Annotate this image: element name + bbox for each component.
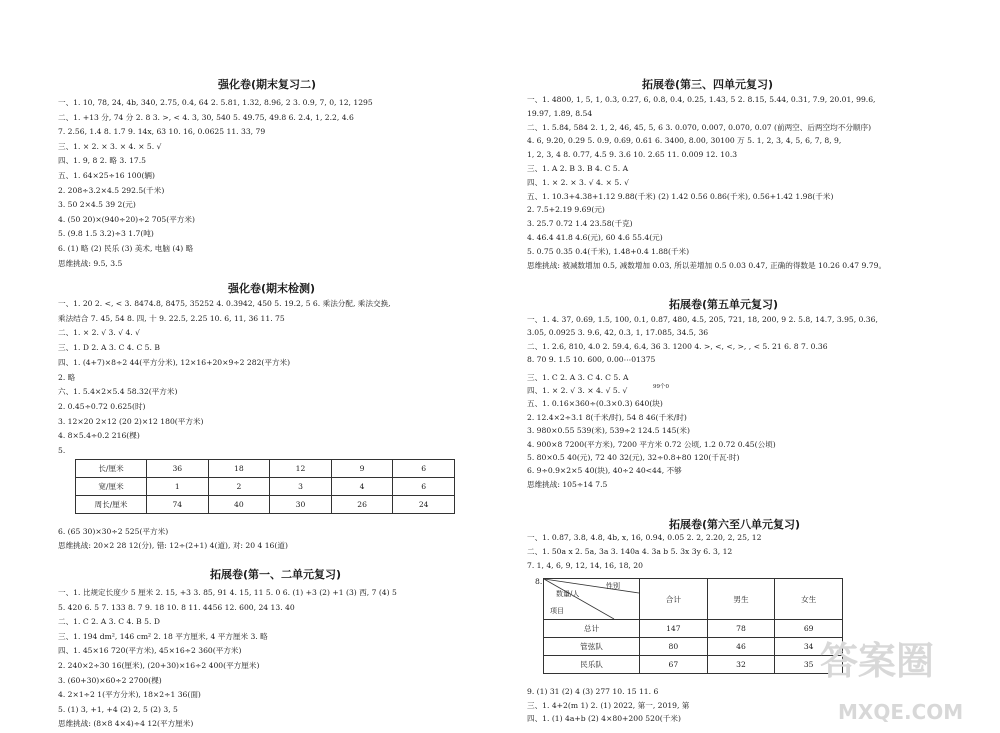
- watermark-url: MXQE.COM: [838, 700, 964, 724]
- answer-line: 4. 900×8 7200(平方米), 7200 平方米 0.72 公顷, 1.2 0.72 0.45(公顷): [527, 439, 776, 449]
- answer-line: 4. (50 20)×(940÷20)÷2 705(平方米): [58, 214, 195, 224]
- answer-line: 5. 420 6. 5 7. 133 8. 7 9. 18 10. 8 11. 4456 12. 600, 24 13. 40: [58, 602, 295, 612]
- table-row: [544, 638, 843, 656]
- table-row: [544, 620, 843, 638]
- watermark-logo: 答案圈: [820, 639, 935, 683]
- answer-line: 4. 2×1÷2 1(平方分米), 18×2÷1 36(面): [58, 690, 201, 700]
- column-header: 女生: [775, 579, 843, 620]
- answer-line: 2. 12.4×2÷3.1 8(千米/时), 54 8 46(千米/时): [527, 412, 687, 422]
- answer-line: 一、1. 0.87, 3.8, 4.8, 4b, x, 16, 0.94, 0.05 2. 2, 2.20, 2, 25, 12: [527, 533, 762, 542]
- answer-line: 3.05, 0.0925 3. 9.6, 42, 0.3, 1, 17.085, 34.5, 36: [527, 328, 709, 338]
- answer-line: 三、1. A 2. B 3. B 4. C 5. A: [527, 164, 629, 173]
- corner-label: 性别: [606, 582, 620, 590]
- answer-line: 四、1. 9, 8 2. 略 3. 17.5: [58, 156, 146, 166]
- row-label: 周长/厘米: [76, 496, 147, 514]
- table-cell: 67: [640, 656, 708, 674]
- answer-line: 五、1. 0.16×360÷(0.3×0.3) 640(块): [527, 399, 663, 409]
- answer-line: 6. (1) 略 (2) 民乐 (3) 美术, 电脑 (4) 略: [58, 244, 194, 253]
- answer-line: 三、1. × 2. × 3. × 4. × 5. √: [58, 141, 162, 151]
- table-cell: 18: [208, 460, 270, 478]
- section-title: 拓展卷(第三、四单元复习): [642, 78, 774, 91]
- answer-line: 乘法结合 7. 45, 54 8. 四, 十 9. 22.5, 2.25 10. 6, 11, 36 11. 75: [58, 313, 285, 323]
- section-title: 拓展卷(第五单元复习): [669, 298, 779, 311]
- answer-line: 六、1. 5.4×2×5.4 58.32(平方米): [58, 387, 178, 397]
- answer-line: 4. 8×5.4÷0.2 216(棵): [58, 431, 140, 441]
- table-row: [76, 460, 455, 478]
- answer-line: 思维挑战: (8×8 4×4)÷4 12(平方厘米): [58, 719, 194, 729]
- answer-line: 9. (1) 31 (2) 4 (3) 277 10. 15 11. 6: [527, 687, 659, 696]
- answer-line: 五、1. 64×25÷16 100(辆): [58, 171, 155, 180]
- answer-line: 五、1. 10.3+4.38+1.12 9.88(千米) (2) 1.42 0.56 0.86(千米), 0.56+1.42 1.98(千米): [527, 191, 834, 201]
- table-cell: 1: [147, 478, 209, 496]
- answer-line: 3. 12×20 2×12 (20 2)×12 180(平方米): [58, 416, 204, 426]
- table-cell: 147: [640, 620, 708, 638]
- answer-line: 5. (9.8 1.5 3.2)÷3 1.7(吨): [58, 229, 154, 239]
- table-cell: 80: [640, 638, 708, 656]
- table-cell: 2: [208, 478, 270, 496]
- answer-line: 一、1. 10, 78, 24, 4b, 340, 2.75, 0.4, 64 2. 5.81, 1.32, 8.96, 2 3. 0.9, 7, 0, 12, 1295: [58, 98, 373, 107]
- corner-label: 项目: [550, 607, 564, 615]
- table-row: [76, 496, 455, 514]
- table-cell: 74: [147, 496, 209, 514]
- answer-line: 三、1. C 2. A 3. C 4. C 5. A: [527, 372, 629, 382]
- answer-line: 5.: [58, 446, 66, 455]
- answer-line: 5. 0.75 0.35 0.4(千米), 1.48+0.4 1.88(千米): [527, 246, 690, 256]
- answer-line: 二、1. 5.84, 584 2. 1, 2, 46, 45, 5, 6 3. 0.070, 0.007, 0.070, 0.07 (前两空、后两空均不分顺序): [527, 122, 872, 132]
- section-title: 强化卷(期末复习二): [218, 78, 317, 91]
- answer-line: 2. 208÷3.2×4.5 292.5(千米): [58, 185, 165, 195]
- answer-line: 2. 0.45÷0.72 0.625(时): [58, 401, 146, 411]
- row-label: 管弦队: [544, 638, 640, 656]
- answer-line: 三、1. 194 dm², 146 cm² 2. 18 平方厘米, 4 平方厘米 3. 略: [58, 631, 268, 641]
- answer-line: 二、1. C 2. A 3. C 4. B 5. D: [58, 617, 160, 627]
- table-cell: 24: [393, 496, 455, 514]
- answer-line: 4. 6, 9.20, 0.29 5. 0.9, 0.69, 0.61 6. 3400, 8.00, 30100 万 5. 1, 2, 3, 4, 5, 6, 7, 8, 9,: [527, 136, 842, 146]
- answer-line: 5. (1) 3, +1, +4 (2) 2, 5 (2) 3, 5: [58, 704, 178, 714]
- student-count-table: [543, 578, 843, 674]
- answer-line: 思维挑战: 9.5, 3.5: [58, 258, 123, 268]
- table-cell: 34: [775, 638, 843, 656]
- table-cell: 35: [775, 656, 843, 674]
- answer-line: 四、1. 45×16 720(平方米), 45×16÷2 360(平方米): [58, 646, 242, 656]
- answer-line: 3. (60+30)×60÷2 2700(棵): [58, 675, 162, 685]
- row-label: 总计: [544, 620, 640, 638]
- section-title: 拓展卷(第六至八单元复习): [669, 518, 801, 531]
- table-cell: 12: [270, 460, 332, 478]
- answer-line: 7. 2.56, 1.4 8. 1.7 9. 14x, 63 10. 16, 0.0625 11. 33, 79: [58, 127, 266, 137]
- answer-line: 3. 980×0.55 539(米), 539÷2 124.5 145(米): [527, 426, 690, 436]
- answer-line: 二、1. 50a x 2. 5a, 3a 3. 140a 4. 3a b 5. 3x 3y 6. 3, 12: [527, 547, 733, 556]
- answer-line: 2. 7.5+2.19 9.69(元): [527, 205, 605, 215]
- rectangle-table: [75, 459, 455, 514]
- table-cell: 26: [331, 496, 393, 514]
- table-cell: 40: [208, 496, 270, 514]
- answer-line: 四、1. × 2. × 3. √ 4. × 5. √: [527, 177, 629, 187]
- answer-line: 一、1. 比规定长度少 5 厘米 2. 15, +3 3. 85, 91 4. 15, 11 5. 0 6. (1) +3 (2) +1 (3) 西, 7 (4) 5: [58, 588, 397, 597]
- section-title: 强化卷(期末检测): [228, 282, 316, 295]
- answer-line: 四、1. (4+7)×8÷2 44(平方分米), 12×16+20×9÷2 282(平方米): [58, 357, 291, 367]
- table-cell: 46: [707, 638, 775, 656]
- answer-line: 思维挑战: 被减数增加 0.5, 减数增加 0.03, 所以差增加 0.5 0.03 0.47, 正确的得数是 10.26 0.47 9.79。: [527, 260, 887, 270]
- answer-line: 19.97, 1.89, 8.54: [527, 108, 593, 118]
- table-cell: 32: [707, 656, 775, 674]
- answer-line: 4. 46.4 41.8 4.6(元), 60 4.6 55.4(元): [527, 233, 663, 242]
- diagonal-header-cell: [544, 579, 640, 620]
- answer-line: 三、1. 4+2(m 1) 2. (1) 2022, 第一, 2019, 第: [527, 700, 690, 710]
- table-cell: 30: [270, 496, 332, 514]
- answer-line: 3. 25.7 0.72 1.4 23.58(千克): [527, 219, 633, 229]
- answer-line: 1, 2, 3, 4 8. 0.77, 4.5 9. 3.6 10. 2.65 11. 0.009 12. 10.3: [527, 150, 738, 160]
- answer-line: 2. 略: [58, 372, 76, 382]
- table-cell: 6: [393, 460, 455, 478]
- answer-line: 3. 50 2×4.5 39 2(元): [58, 200, 136, 210]
- answer-line: 四、1. × 2. √ 3. × 4. √ 5. √: [527, 386, 628, 395]
- answer-line: 三、1. D 2. A 3. C 4. C 5. B: [58, 343, 160, 353]
- answer-line: 二、1. × 2. √ 3. √ 4. √: [58, 328, 140, 338]
- answer-line: 6. (65 30)×30÷2 525(平方米): [58, 526, 169, 536]
- answer-line: 5. 80×0.5 40(元), 72 40 32(元), 32÷0.8+80 120(千瓦·时): [527, 453, 740, 462]
- table-cell: 9: [331, 460, 393, 478]
- table-cell: 69: [775, 620, 843, 638]
- answer-line: 二、1. +13 分, 74 分 2. 8 3. >, < 4. 3, 30, 540 5. 49.75, 49.8 6. 2.4, 1, 2.2, 4.6: [58, 112, 354, 122]
- row-label: 宽/厘米: [76, 478, 147, 496]
- table-row: [544, 656, 843, 674]
- table-row: [76, 478, 455, 496]
- answer-line: 一、1. 20 2. <, < 3. 8474.8, 8475, 35252 4. 0.3942, 450 5. 19.2, 5 6. 乘法分配, 乘法交换,: [58, 299, 391, 308]
- answer-line: 思维挑战: 20×2 28 12(分), 错: 12÷(2+1) 4(道), 对: 20 4 16(道): [58, 541, 288, 551]
- table-cell: 6: [393, 478, 455, 496]
- answer-line: 6. 9÷0.9×2×5 40(块), 40÷2 40<44, 不够: [527, 466, 682, 476]
- answer-line: 7. 1, 4, 6, 9, 12, 14, 16, 18, 20: [527, 561, 643, 570]
- footnote-label: 99个0: [653, 384, 669, 390]
- answer-line: 一、1. 4. 37, 0.69, 1.5, 100, 0.1, 0.87, 480, 4.5, 205, 721, 18, 200, 9 2. 5.8, 14.7, 3.95, 0.36,: [527, 315, 878, 324]
- answer-line: 2. 240×2÷30 16(厘米), (20+30)×16÷2 400(平方厘米): [58, 661, 260, 670]
- table-cell: 36: [147, 460, 209, 478]
- table-cell: 3: [270, 478, 332, 496]
- section-title: 拓展卷(第一、二单元复习): [210, 568, 342, 581]
- answer-line: 一、1. 4800, 1, 5, 1, 0.3, 0.27, 6, 0.8, 0.4, 0.25, 1.43, 5 2. 8.15, 5.44, 0.31, 7.9, 20.01, 99.6,: [527, 95, 876, 104]
- answer-line: 四、1. (1) 4a+b (2) 4×80+200 520(千米): [527, 714, 681, 723]
- answer-line: 二、1. 2.6, 810, 4.0 2. 59.4, 6.4, 36 3. 1200 4. >, <, <, >, , < 5. 21 6. 8 7. 0.36: [527, 341, 828, 351]
- table-cell: 4: [331, 478, 393, 496]
- row-label: 民乐队: [544, 656, 640, 674]
- column-header: 合计: [640, 579, 708, 620]
- answer-line: 8. 70 9. 1.5 10. 600, 0.00⋯01375: [527, 355, 656, 365]
- table-number: 8.: [535, 577, 543, 586]
- row-label: 长/厘米: [76, 460, 147, 478]
- table-cell: 78: [707, 620, 775, 638]
- table-header-row: [544, 579, 843, 620]
- corner-label: 数量/人: [556, 590, 580, 598]
- answer-line: 思维挑战: 105÷14 7.5: [527, 479, 608, 489]
- column-header: 男生: [707, 579, 775, 620]
